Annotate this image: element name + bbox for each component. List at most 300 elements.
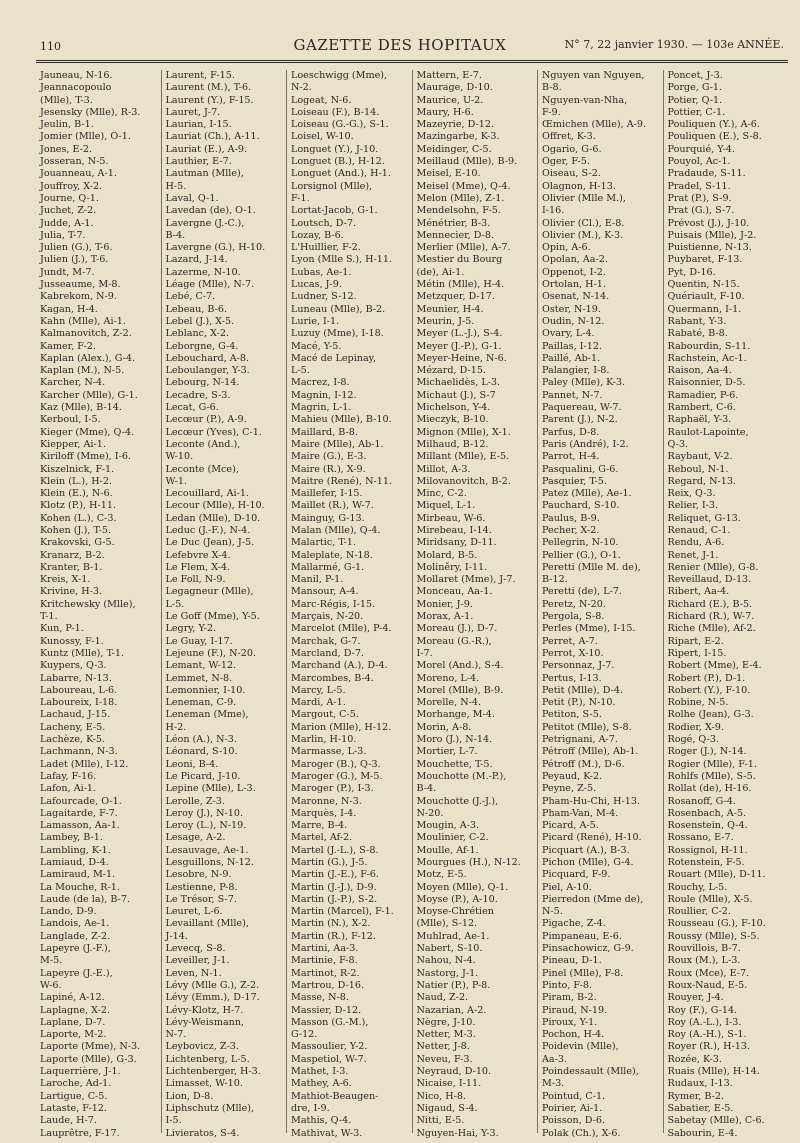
index-entry: Lauriat (E.), A-9. <box>165 143 248 155</box>
index-entry: Morel (Mlle), B-9. <box>416 684 504 696</box>
index-entry: Puybaret, F-13. <box>667 254 743 266</box>
index-entry: Martel, Af-2. <box>291 832 353 844</box>
index-entry: B-4. <box>416 783 437 795</box>
index-entry: Morel (And.), S-4. <box>416 660 504 672</box>
index-entry: Moyen (Mlle), Q-1. <box>416 881 509 893</box>
index-entry: Le Foll, N-9. <box>165 574 226 586</box>
index-entry: Lurie, I-1. <box>291 315 340 327</box>
index-entry: Pellegrin, N-10. <box>542 537 619 549</box>
index-entry: Klein (L.), H-2. <box>40 475 112 487</box>
index-entry: Leroy (L.), N-19. <box>165 820 247 832</box>
index-entry: Kaz (Mlle), B-14. <box>40 402 122 414</box>
index-entry: Roux (Mce), E-7. <box>667 967 750 979</box>
index-entry: Pradel, S-11. <box>667 180 731 192</box>
index-entry: Nguyen van Nguyen, <box>542 70 645 81</box>
index-entry: Ladet (Mlle), I-12. <box>40 758 129 770</box>
index-entry: Rachstein, Ac-1. <box>667 352 747 364</box>
index-entry: Mignon (Mlle), X-1. <box>416 426 511 438</box>
index-entry: Roy (F.), G-14. <box>667 1004 738 1016</box>
index-entry: Lando, D-9. <box>40 906 97 918</box>
index-entry: Loeschwigg (Mme), <box>291 70 388 81</box>
index-column-6 <box>664 70 789 1139</box>
index-entry: Neveu, F-3. <box>416 1053 473 1065</box>
index-entry: Lefebvre X-4. <box>165 549 231 561</box>
index-entry: Magnin, I-12. <box>291 389 357 401</box>
index-entry: Lerolle, Z-3. <box>165 795 225 807</box>
index-entry: Oster, N-19. <box>542 303 601 315</box>
index-entry: Lazerme, N-10. <box>165 266 241 278</box>
index-entry: Luneau (Mlle), B-2. <box>291 303 386 315</box>
index-entry: Lacheny, E-5. <box>40 721 106 733</box>
index-entry: Marcy, L-5. <box>291 684 346 696</box>
index-entry: Lebouchard, A-8. <box>165 352 250 364</box>
index-entry: Mallarmé, G-1. <box>291 561 365 573</box>
index-entry: Lartigue, C-5. <box>40 1090 108 1102</box>
index-entry: Rosanoff, G-4. <box>667 795 736 807</box>
index-entry: Molard, B-5. <box>416 549 478 561</box>
index-entry: Renet, J-1. <box>667 549 719 561</box>
index-entry: Maitre (René), N-11. <box>291 475 393 487</box>
index-entry: Reix, Q-3. <box>667 488 716 500</box>
index-entry: Masson (G.-M.), <box>291 1016 369 1028</box>
index-entry: Nigaud, S-4. <box>416 1102 478 1114</box>
index-entry: Lecadre, S-3. <box>165 389 231 401</box>
index-entry: Léonard, S-10. <box>165 746 238 758</box>
index-entry: Mathis, Q-4. <box>291 1115 352 1127</box>
index-entry: Leybovicz, Z-3. <box>165 1041 239 1053</box>
index-entry: Lecœur (Yves), C-1. <box>165 426 262 438</box>
index-entry: Langlade, Z-2. <box>40 930 111 942</box>
index-entry: Ledan (Mlle), D-10. <box>165 512 261 524</box>
index-entry: Raybaut, V-2. <box>667 451 733 463</box>
index-entry: Legry, Y-2. <box>165 623 217 635</box>
index-entry: Lesauvage, Ae-1. <box>165 844 249 856</box>
index-entry: Quériault, F-10. <box>667 291 745 303</box>
index-entry: Meillaud (Mlle), B-9. <box>416 156 518 168</box>
index-entry: Poindessault (Mlle), <box>542 1066 639 1078</box>
index-entry: Milovanovitch, B-2. <box>416 475 511 487</box>
index-entry: Mainguy, G-13. <box>291 512 365 524</box>
index-entry: Robert (Mme), E-4. <box>667 660 762 672</box>
index-entry: Monier, J-9. <box>416 598 473 610</box>
index-entry: Pradaude, S-11. <box>667 168 746 180</box>
index-entry: Riche (Mlle), Af-2. <box>667 623 756 635</box>
index-entry: Peretz, N-20. <box>542 598 606 610</box>
index-entry: Ortolan, H-1. <box>542 279 606 291</box>
index-entry: Nico, H-8. <box>416 1090 466 1102</box>
index-entry: Lachèze, K-5. <box>40 734 106 746</box>
page-number: 110 <box>40 40 61 53</box>
index-entry: Nitti, E-5. <box>416 1115 465 1127</box>
index-entry: I-5. <box>165 1115 182 1127</box>
index-entry: Léage (Mlle), N-7. <box>165 279 255 291</box>
index-entry: Piram, B-2. <box>542 992 597 1004</box>
index-entry: Mouchotte (J.-J.), <box>416 795 499 807</box>
index-entry: Raisonnier, D-5. <box>667 377 746 389</box>
index-entry: Lion, D-8. <box>165 1090 214 1102</box>
index-entry: Ovary, L-4. <box>542 328 595 340</box>
index-entry: Motz, E-5. <box>416 869 467 881</box>
index-entry: Marcland, D-7. <box>291 647 364 659</box>
index-entry: Mathiot-Beaugen- <box>291 1090 379 1102</box>
index-entry: Laude, H-7. <box>40 1115 97 1127</box>
index-entry: Léon (A.), N-3. <box>165 734 237 746</box>
index-entry: Lapeyre (J.-E.), <box>40 967 113 979</box>
index-entry: Pannet, N-7. <box>542 389 603 401</box>
index-entry: Petitot (Mlle), S-8. <box>542 721 632 733</box>
index-entry: Mestier du Bourg <box>416 254 503 266</box>
index-entry: Klotz (P.), H-11. <box>40 500 116 512</box>
index-entry: N-20. <box>416 807 444 819</box>
index-entry: Julien (J.), T-6. <box>40 254 109 266</box>
index-entry: Reliquet, G-13. <box>667 512 741 524</box>
index-entry: Pigache, Z-4. <box>542 918 606 930</box>
index-entry: Le Flem, X-4. <box>165 561 231 573</box>
index-entry: Martin (N.), X-2. <box>291 918 371 930</box>
index-entry: Lepine (Mlle), L-3. <box>165 783 256 795</box>
index-entry: Nazarian, A-2. <box>416 1004 487 1016</box>
index-entry: Leneman (Mme), <box>165 709 249 721</box>
index-entry: Q-3. <box>667 438 689 450</box>
index-entry: Olivier (Mlle M.), <box>542 192 626 204</box>
index-entry: Martini, Aa-3. <box>291 943 359 955</box>
index-entry: Maillefer, I-15. <box>291 488 363 500</box>
index-entry: Pierredon (Mme de), <box>542 893 644 905</box>
index-entry: Malan (Mlle), Q-4. <box>291 524 381 536</box>
index-entry: Legagneur (Mlle), <box>165 586 254 598</box>
index-entry: Lauriat (Ch.), A-11. <box>165 131 260 143</box>
index-entry: Pouliquen (Y.), A-6. <box>667 119 760 131</box>
index-entry: dre, I-9. <box>291 1102 330 1114</box>
index-entry: Martin (G.), J-5. <box>291 857 368 868</box>
index-entry: Rudaux, I-13. <box>667 1078 733 1090</box>
index-entry: Kuntz (Mlle), T-1. <box>40 647 125 659</box>
index-entry: Lafon, Ai-1. <box>40 783 97 795</box>
index-entry: Miridsany, D-11. <box>416 537 497 549</box>
index-entry: Mahieu (Mlle), B-10. <box>291 414 392 426</box>
index-entry: Lamiaud, D-4. <box>40 857 109 868</box>
index-entry: Reveillaud, D-13. <box>667 574 752 586</box>
index-entry: Lévy-Klotz, H-7. <box>165 1004 244 1016</box>
index-entry: Nguyen-van-Nha, <box>542 94 628 106</box>
index-entry: Quermann, I-1. <box>667 303 742 315</box>
index-entry: Picquart (A.), B-3. <box>542 844 630 856</box>
index-entry: Jauneau, N-16. <box>40 70 113 81</box>
index-entry: Maillard, B-8. <box>291 426 358 438</box>
index-entry: Julia, T-7. <box>40 229 86 241</box>
index-entry: Rollat (de), H-16. <box>667 783 752 795</box>
index-entry: Petit (P.), N-10. <box>542 697 616 709</box>
index-entry: Parrot, H-4. <box>542 451 600 463</box>
index-entry: Perles (Mme), I-15. <box>542 623 636 635</box>
index-entry: Rouchy, L-5. <box>667 881 728 893</box>
index-entry: Laurent (Y.), F-15. <box>165 94 254 106</box>
index-entry: Parent (J.), N-2. <box>542 414 618 426</box>
index-entry: Quentin, N-15. <box>667 279 740 291</box>
index-entry: Mouchotte (M.-P.), <box>416 770 507 782</box>
index-entry: Kohen (J.), T-5. <box>40 524 112 536</box>
index-entry: Opin, A-6. <box>542 242 591 254</box>
index-entry: Mortier, L-7. <box>416 746 478 758</box>
index-entry: T-1. <box>40 611 58 623</box>
index-entry: Jones, E-2. <box>40 143 93 155</box>
index-entry: Levaillant (Mlle), <box>165 918 249 930</box>
index-entry: Morhange, M-4. <box>416 709 495 721</box>
index-entry: Lagaitarde, F-7. <box>40 807 118 819</box>
index-entry: Lafay, F-16. <box>40 770 97 782</box>
index-entry: Marc-Régis, I-15. <box>291 598 376 610</box>
index-entry: Perrot, X-10. <box>542 647 604 659</box>
index-entry: Kagan, H-4. <box>40 303 98 315</box>
issue-info: N° 7, 22 janvier 1930. — 103e ANNÉE. <box>564 38 784 51</box>
index-entry: Puisais (Mlle), J-2. <box>667 229 757 241</box>
index-entry: Pétroff (M.), D-6. <box>542 758 625 770</box>
index-entry: Pourquié, Y-4. <box>667 143 735 155</box>
index-entry: Renier (Mlle), G-8. <box>667 561 759 573</box>
index-entry: Lubas, Ae-1. <box>291 266 352 278</box>
index-entry: Maire (G.), E-3. <box>291 451 367 463</box>
index-entry: Sabatier, E-5. <box>667 1102 734 1114</box>
index-entry: Peyne, Z-5. <box>542 783 597 795</box>
index-entry: (Mlle), T-3. <box>40 94 93 106</box>
index-entry: Reboul, N-1. <box>667 463 729 475</box>
index-entry: Morin, A-8. <box>416 721 472 733</box>
index-entry: Kamer, F-2. <box>40 340 96 352</box>
index-entry: Mazingarbe, K-3. <box>416 131 500 143</box>
index-entry: Lévy-Weismann, <box>165 1016 245 1028</box>
index-entry: Lauprêtre, F-17. <box>40 1127 120 1139</box>
index-entry: Michaelidès, L-3. <box>416 377 501 389</box>
index-entry: Rendu, A-6. <box>667 537 725 549</box>
index-entry: Lapiné, A-12. <box>40 992 105 1004</box>
index-entry: Mardi, A-1. <box>291 697 346 709</box>
index-entry: Maronne, N-3. <box>291 795 362 807</box>
index-entry: Kranter, B-1. <box>40 561 103 573</box>
index-entry: Laporte (Mlle), G-3. <box>40 1053 137 1065</box>
index-entry: Millot, A-3. <box>416 463 471 475</box>
index-entry: Mouchette, T-5. <box>416 758 493 770</box>
index-entry: Puistienne, N-13. <box>667 242 752 254</box>
index-entry: Perret, A-7. <box>542 635 598 647</box>
index-entry: Jeannacopoulo <box>40 82 112 94</box>
index-entry: Jouffroy, X-2. <box>40 180 103 192</box>
index-entry: Liphschutz (Mlle), <box>165 1102 255 1114</box>
index-entry: Moliněry, I-11. <box>416 561 488 573</box>
index-entry: Œmichen (Mlle), A-9. <box>542 119 647 131</box>
index-entry: Leven, N-1. <box>165 967 222 979</box>
index-entry: Rousseau (G.), F-10. <box>667 918 766 930</box>
index-entry: Krakovski, G-5. <box>40 537 115 549</box>
index-entry: Poirier, Ai-1. <box>542 1102 603 1114</box>
index-entry: Rouyer, J-4. <box>667 992 724 1004</box>
index-entry: Lebel (J.), X-5. <box>165 315 235 327</box>
index-entry: Maire (R.), X-9. <box>291 463 366 475</box>
index-entry: Loiseau (F.), B-14. <box>291 106 380 118</box>
index-entry: Nahou, N-4. <box>416 955 476 967</box>
index-entry: Lachmann, N-3. <box>40 746 118 758</box>
index-entry: Pointud, C-1. <box>542 1090 606 1102</box>
index-entry: Marquès, I-4. <box>291 807 357 819</box>
index-entry: Piraud, N-19. <box>542 1004 608 1016</box>
index-entry: Leneman, C-9. <box>165 697 237 709</box>
index-entry: Kiepper, Ai-1. <box>40 438 106 450</box>
index-entry: Pichon (Mlle), G-4. <box>542 857 634 868</box>
index-entry: Mirebeau, I-14. <box>416 524 492 536</box>
index-entry: Ripert, I-15. <box>667 647 727 659</box>
index-entry: Maurice, U-2. <box>416 94 484 106</box>
index-entry: N-7. <box>165 1029 187 1041</box>
index-entry: Leroy (J.), N-10. <box>165 807 244 819</box>
index-entry: L'Huillier, F-2. <box>291 242 361 254</box>
index-entry: Raphaël, Y-3. <box>667 414 732 426</box>
index-entry: Pouyol, Ac-1. <box>667 156 731 168</box>
index-entry: Maroger (P.), I-3. <box>291 783 374 795</box>
index-entry: Petrignani, A-7. <box>542 734 618 746</box>
index-entry: Piel, A-10. <box>542 881 592 893</box>
index-entry: Peretti (Mlle M. de), <box>542 561 641 573</box>
index-entry: Netter, J-8. <box>416 1041 470 1053</box>
index-entry: Martin (J.-P.), S-2. <box>291 893 378 905</box>
index-entry: Lesage, A-2. <box>165 832 226 844</box>
index-entry: La Mouche, R-1. <box>40 881 120 893</box>
index-entry: Luzuy (Mme), I-18. <box>291 328 384 340</box>
index-entry: Rambert, C-6. <box>667 402 736 414</box>
index-entry: F-1. <box>291 192 310 204</box>
index-entry: Ripart, E-2. <box>667 635 724 647</box>
index-entry: Marçais, N-20. <box>291 611 364 623</box>
index-entry: Lataste, F-12. <box>40 1102 107 1114</box>
index-entry: Le Guay, I-17. <box>165 635 233 647</box>
index-entry: Jeulin, B-1. <box>40 119 94 131</box>
index-entry: Lemonnier, I-10. <box>165 684 246 696</box>
index-entry: Muhlrad, Ae-1. <box>416 930 490 942</box>
index-entry: Laurian, I-15. <box>165 119 232 131</box>
index-column-1 <box>36 70 162 1139</box>
index-entry: Natier (P.), P-8. <box>416 979 491 991</box>
index-entry: Lamasson, Aa-1. <box>40 820 120 832</box>
index-entry: Lesobre, N-9. <box>165 869 232 881</box>
index-entry: Karcher, N-4. <box>40 377 106 389</box>
index-entry: Landois, Ae-1. <box>40 918 110 930</box>
index-entry: Malartic, T-1. <box>291 537 356 549</box>
index-entry: Oiseau, S-2. <box>542 168 601 180</box>
index-entry: Mendelsohn, F-5. <box>416 205 501 217</box>
index-column-5 <box>538 70 664 1139</box>
index-entry: Klein (E.), N-6. <box>40 488 113 500</box>
index-entry: Le Picard, J-10. <box>165 770 241 782</box>
index-entry: Magrin, L-1. <box>291 402 352 414</box>
index-entry: Lamiraud, M-1. <box>40 869 116 881</box>
index-entry: Lozay, B-6. <box>291 229 344 241</box>
index-entry: Macrez, I-8. <box>291 377 350 389</box>
index-entry: Lavergne (G.), H-10. <box>165 242 266 254</box>
index-entry: Richard (R.), W-7. <box>667 611 755 623</box>
index-entry: Rossano, E-7. <box>667 832 734 844</box>
index-entry: Lichtenberger, H-3. <box>165 1066 261 1078</box>
index-entry: Lazard, J-14. <box>165 254 228 266</box>
index-entry: Rouvillois, B-7. <box>667 943 741 955</box>
index-entry: Kiszelnick, F-1. <box>40 463 115 475</box>
index-entry: Lyon (Mlle S.), H-11. <box>291 254 393 266</box>
index-entry: Lafourcade, O-1. <box>40 795 122 807</box>
index-entry: Labarre, N-13. <box>40 672 112 684</box>
index-entry: Krivine, H-3. <box>40 586 103 598</box>
index-entry: Lecouillard, Ai-1. <box>165 488 250 500</box>
index-entry: Loiseau (G.-G.), S-1. <box>291 119 389 131</box>
index-entry: Pasquier, T-5. <box>542 475 607 487</box>
index-entry: Logeat, N-6. <box>291 94 352 106</box>
index-entry: Milhaud, B-12. <box>416 438 489 450</box>
index-entry: Marlin, H-10. <box>291 734 357 746</box>
index-entry: Pinsachowicz, G-9. <box>542 943 634 955</box>
index-entry: B-8. <box>542 82 562 94</box>
index-entry: Leduc (J.-F.), N-4. <box>165 524 251 536</box>
index-entry: Ribert, Aa-4. <box>667 586 730 598</box>
index-entry: Kohen (L.), C-3. <box>40 512 117 524</box>
index-entry: Martin (J.-E.), F-6. <box>291 869 379 881</box>
index-entry: Rymer, B-2. <box>667 1090 725 1102</box>
index-entry: Pinto, F-8. <box>542 979 593 991</box>
index-entry: Millant (Mlle), E-5. <box>416 451 510 463</box>
index-entry: Kabrekom, N-9. <box>40 291 117 303</box>
index-columns <box>36 70 788 1139</box>
index-entry: Macé de Lepinay, <box>291 352 376 364</box>
index-entry: Rogé, Q-3. <box>667 734 720 746</box>
index-entry: Rabaté, B-8. <box>667 328 728 340</box>
index-entry: Livieratos, S-4. <box>165 1127 240 1139</box>
index-entry: Lesguillons, N-12. <box>165 857 254 868</box>
index-entry: Mathet, I-3. <box>291 1066 349 1078</box>
index-entry: W-6. <box>40 979 62 991</box>
index-entry: Kaplan (Alex.), G-4. <box>40 352 136 364</box>
index-entry: Michaut (J.), S-7 <box>416 389 496 401</box>
index-entry: Laplane, D-7. <box>40 1016 106 1028</box>
index-entry: Poncet, J-3. <box>667 70 723 81</box>
index-entry: Lapeyre (J.-F.), <box>40 943 111 955</box>
index-entry: Paris (André), I-2. <box>542 438 629 450</box>
index-entry: (Mlle), S-12. <box>416 918 478 930</box>
index-entry: Laurent, F-15. <box>165 70 235 81</box>
index-entry: Moreno, L-4. <box>416 672 480 684</box>
index-entry: N-2. <box>291 82 312 94</box>
index-entry: Pellier (G.), O-1. <box>542 549 621 561</box>
index-entry: Pecher, X-2. <box>542 524 600 536</box>
index-entry: Maire (Mlle), Ab-1. <box>291 438 384 450</box>
index-entry: Picard, A-5. <box>542 820 599 832</box>
index-entry: Lemmet, N-8. <box>165 672 233 684</box>
index-entry: Olivier (Cl.), E-8. <box>542 217 625 229</box>
index-entry: Osenat, N-14. <box>542 291 610 303</box>
index-entry: Rouart (Mlle), D-11. <box>667 869 766 881</box>
index-entry: Ramadier, P-6. <box>667 389 739 401</box>
index-entry: Pasqualini, G-6. <box>542 463 619 475</box>
index-entry: H-5. <box>165 180 187 192</box>
index-column-2 <box>162 70 288 1139</box>
index-entry: Roux (M.), L-3. <box>667 955 741 967</box>
index-entry: Juchet, Z-2. <box>40 205 97 217</box>
index-entry: Marmasse, L-3. <box>291 746 367 758</box>
index-entry: Meunier, H-4. <box>416 303 484 315</box>
index-entry: Mazeyrie, D-12. <box>416 119 494 131</box>
index-entry: Laporte (Mme), N-3. <box>40 1041 141 1053</box>
index-entry: Leblanc, X-2. <box>165 328 230 340</box>
index-entry: Roger (J.), N-14. <box>667 746 747 758</box>
index-entry: Jouanneau, A-1. <box>40 168 117 180</box>
index-entry: Lecœur (P.), A-9. <box>165 414 247 426</box>
index-entry: Oudin, N-12. <box>542 315 605 327</box>
index-entry: Martrou, D-16. <box>291 979 364 991</box>
index-entry: Personnaz, J-7. <box>542 660 615 672</box>
